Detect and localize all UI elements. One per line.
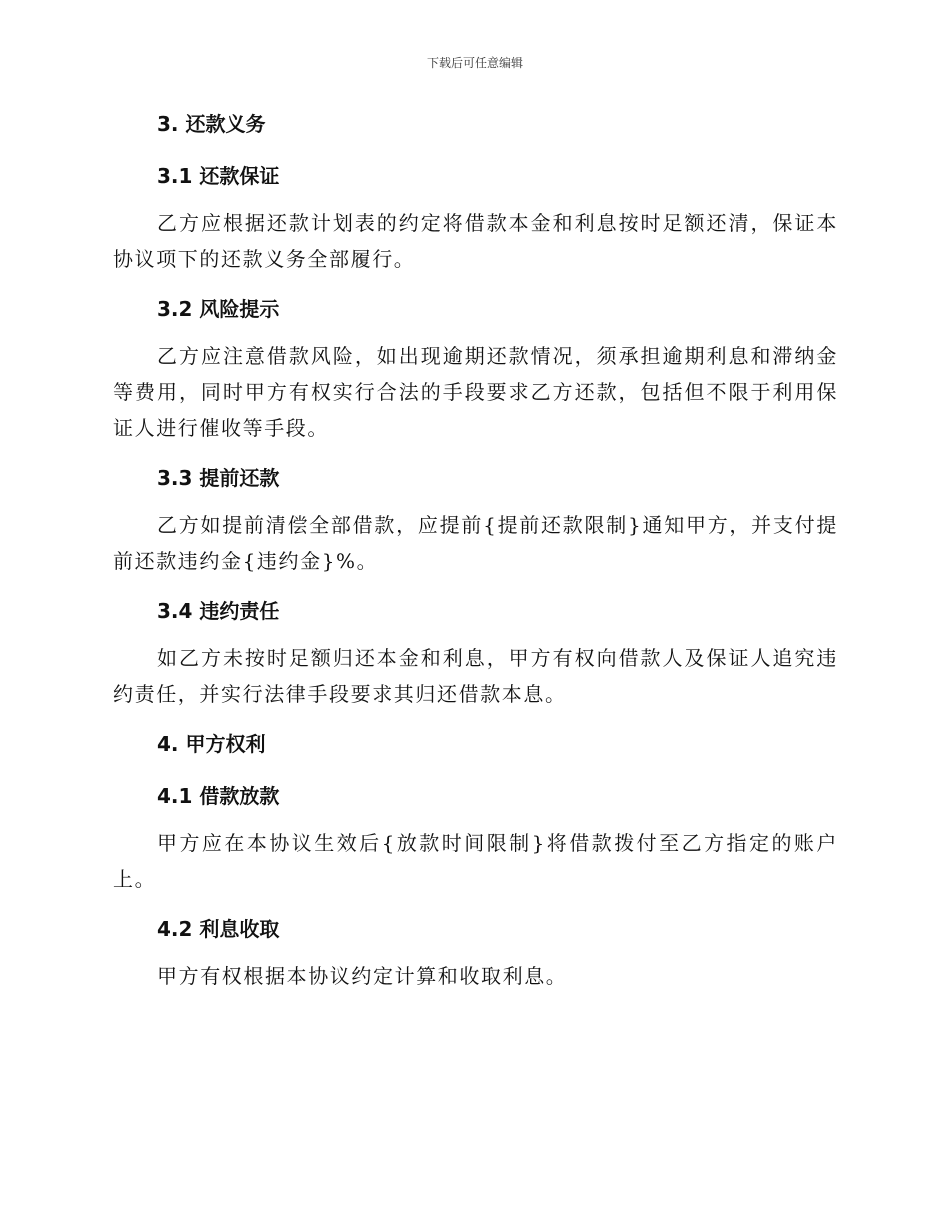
section-4-2-text: 甲方有权根据本协议约定计算和收取利息。 [157, 964, 568, 988]
section-3-4-text: 如乙方未按时足额归还本金和利息，甲方有权向借款人及保证人追究违约责任，并实行法律手段要求其归还借款本息。 [113, 646, 838, 706]
section-3-1-text: 乙方应根据还款计划表的约定将借款本金和利息按时足额还清，保证本协议项下的还款义务全部履行。 [113, 211, 838, 271]
section-3-1-heading: 3.1 还款保证 [157, 164, 280, 188]
section-4-1-heading: 4.1 借款放款 [157, 784, 280, 808]
header-note: 下载后可任意编辑 [426, 56, 523, 70]
section-3-2-heading: 3.2 风险提示 [157, 297, 280, 321]
section-4-2-heading: 4.2 利息收取 [157, 917, 280, 941]
section-3-3-text: 乙方如提前清偿全部借款，应提前{提前还款限制}通知甲方，并支付提前还款违约金{违约金}%。 [113, 513, 838, 573]
document-body [113, 110, 838, 994]
section-3-3-heading: 3.3 提前还款 [157, 466, 280, 490]
section-3-2-text: 乙方应注意借款风险，如出现逾期还款情况，须承担逾期利息和滞纳金等费用，同时甲方有权实行合法的手段要求乙方还款，包括但不限于利用保证人进行催收等手段。 [113, 344, 838, 440]
section-4-heading: 4. 甲方权利 [157, 732, 266, 756]
section-3-heading: 3. 还款义务 [157, 112, 266, 136]
section-3-4-heading: 3.4 违约责任 [157, 599, 280, 623]
section-4-1-text: 甲方应在本协议生效后{放款时间限制}将借款拨付至乙方指定的账户上。 [113, 831, 838, 891]
